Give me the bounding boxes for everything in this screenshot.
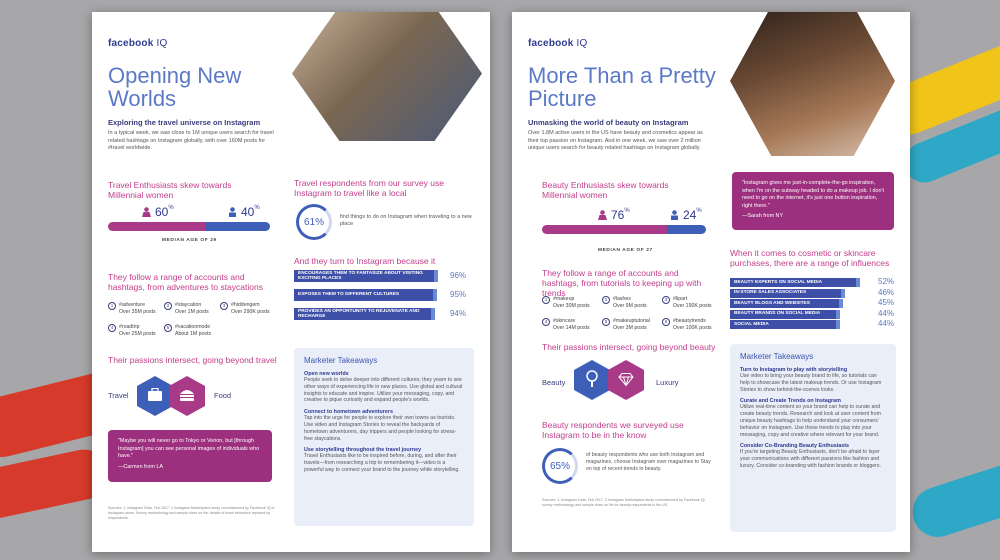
male-percent: 24% bbox=[670, 208, 702, 222]
hashtag-tag: #roadtrip bbox=[119, 324, 140, 330]
hashtag-number: 3 bbox=[662, 296, 670, 304]
takeaway-text: Use video to bring your beauty brand to life, so tutorials can help to showcase the latest makeup trends. Or use Instagram Stories to show behind-the-scenes looks. bbox=[740, 373, 882, 393]
survey-text: find things to do on Instagram when traveling to a new place bbox=[340, 214, 472, 227]
survey-heading: Beauty respondents we surveyed use Instagram to be in the know bbox=[542, 420, 684, 440]
influence-bar: BEAUTY BLOGS AND WEBSITES bbox=[730, 299, 843, 308]
hashtag-posts: About 1M posts bbox=[175, 330, 212, 337]
quote-text: "Maybe you will never go to Tokyo or Verion, but [through Instagram] you can see personal images of individuals who have." bbox=[118, 438, 260, 459]
takeaway-heading: Consider Co-Branding Beauty Enthusiasts bbox=[740, 443, 850, 450]
intro-text: In a typical week, we saw close to 1M unique users search for travel related hashtags on Instagram globally, with over 160M posts for #travel worldwide. bbox=[108, 130, 274, 151]
male-person-icon bbox=[228, 207, 237, 217]
takeaway-heading: Turn to Instagram to play with storytelling bbox=[740, 367, 848, 373]
hashtag-number: 4 bbox=[542, 318, 550, 326]
influence-percent: 46% bbox=[878, 287, 895, 297]
beauty-page bbox=[512, 12, 910, 552]
median-age: MEDIAN AGE OF 29 bbox=[162, 238, 217, 243]
quote-box bbox=[108, 430, 272, 482]
facebook-iq-logo: facebook IQ bbox=[108, 38, 168, 49]
male-segment bbox=[667, 225, 706, 234]
page-subtitle: Unmasking the world of beauty on Instagram bbox=[528, 118, 689, 127]
burger-icon bbox=[179, 388, 195, 402]
hashtag-text bbox=[673, 296, 712, 309]
hashtag-posts: Over 290K posts bbox=[231, 308, 270, 315]
takeaway-heading: Connect to hometown adventurers bbox=[304, 409, 393, 416]
hashtag-text bbox=[119, 324, 156, 337]
passions-heading: Their passions intersect, going beyond travel bbox=[108, 355, 277, 365]
hashtag-posts: Over 35M posts bbox=[119, 308, 156, 315]
accounts-heading: They follow a range of accounts and hashtags, from tutorials to keeping up with trends bbox=[542, 268, 702, 298]
influence-bar: BEAUTY BRANDS ON SOCIAL MEDIA bbox=[730, 310, 840, 319]
reason-percent: 94% bbox=[450, 309, 467, 318]
hashtag-tag: #makeup bbox=[553, 296, 575, 302]
passion-label-b: Luxury bbox=[656, 378, 679, 387]
survey-percent: 65% bbox=[549, 460, 570, 472]
hashtag-number: 4 bbox=[108, 324, 116, 332]
influence-percent: 52% bbox=[878, 277, 895, 286]
takeaways-box bbox=[294, 348, 474, 526]
influence-percent: 44% bbox=[878, 308, 895, 318]
hashtag-tag: #staycation bbox=[175, 302, 202, 308]
survey-percent: 61% bbox=[303, 216, 324, 228]
hashtag-item bbox=[108, 324, 156, 337]
hashtag-number: 5 bbox=[164, 324, 172, 332]
takeaway-text: Utilize real-time content so your brand can help to curate and create beauty trends. Research and look at user content from unique beauty hashtags to help understand your consumers' behavior on Instagram. Use those trends to play into your messaging, copy and creative where relevant for your brand. bbox=[740, 404, 882, 438]
hashtag-item bbox=[164, 302, 209, 315]
hashtag-number: 6 bbox=[662, 318, 670, 326]
hashtag-tag: #skincare bbox=[553, 318, 576, 324]
hashtag-number: 2 bbox=[164, 302, 172, 310]
female-person-icon bbox=[142, 207, 151, 217]
male-percent: 40% bbox=[228, 205, 260, 219]
takeaway-text: Travel Enthusiasts like to be inspired before, during, and after their travels—from researching a trip to remembering it—video is a powerful way to connect your brand to the journey while storytelling. bbox=[304, 453, 460, 473]
takeaways-heading: Marketer Takeaways bbox=[304, 356, 378, 365]
reason-bar: ENCOURAGES THEM TO FANTASIZE ABOUT VISITING EXCITING PLACES bbox=[294, 270, 438, 282]
takeaway-heading: Use storytelling throughout the travel journey bbox=[304, 447, 422, 454]
takeaways-heading: Marketer Takeaways bbox=[740, 352, 814, 361]
female-segment bbox=[108, 222, 205, 231]
survey-text: of beauty respondents who use both Instagram and magazines, choose Instagram over magazines to Stay on top of recent trends in beauty. bbox=[586, 452, 711, 472]
hashtag-text bbox=[175, 324, 211, 337]
skew-heading: Travel Enthusiasts skew towards Millennial women bbox=[108, 180, 232, 200]
hashtag-posts: Over 190K posts bbox=[673, 302, 712, 309]
hashtag-number: 1 bbox=[542, 296, 550, 304]
survey-heading: Travel respondents from our survey use Instagram to travel like a local bbox=[294, 178, 444, 198]
hashtag-posts: Over 9M posts bbox=[613, 302, 647, 309]
passion-label-a: Travel bbox=[108, 391, 129, 400]
quote-author: —Carmen from LA bbox=[118, 463, 163, 470]
reason-percent: 96% bbox=[450, 271, 467, 280]
hashtag-text bbox=[175, 302, 209, 315]
suitcase-icon bbox=[147, 388, 163, 402]
hashtag-number: 3 bbox=[220, 302, 228, 310]
reason-bar: PROVIDES AN OPPORTUNITY TO REJUVENATE AND RECHARGE bbox=[294, 308, 435, 320]
source-notes: Sources: 1. Instagram Data, Feb 2017. 2 Instagram Marketplace study commissioned by Facebook IQ; survey methodology and sample sizes on file for beauty respondents in the US. bbox=[542, 498, 706, 507]
hashtag-posts: Over 14M posts bbox=[553, 324, 590, 331]
hashtag-text bbox=[613, 296, 647, 309]
quote-box bbox=[732, 172, 894, 230]
takeaway-text: Tap into the urge for people to explore their own towns as tourists. Use video and Instagram Stories to reveal the backyards of hometown adventurers, day trippers and people looking for stress-free staycations. bbox=[304, 415, 457, 442]
hashtag-posts: Over 100K posts bbox=[673, 324, 712, 331]
influence-bar: SOCIAL MEDIA bbox=[730, 320, 840, 329]
hashtag-item bbox=[602, 318, 650, 331]
hashtag-number: 2 bbox=[602, 296, 610, 304]
hashtag-item bbox=[108, 302, 156, 315]
hashtag-item bbox=[662, 296, 712, 309]
female-percent: 60% bbox=[142, 205, 174, 219]
beauty-photo bbox=[730, 12, 895, 156]
travel-page bbox=[92, 12, 490, 552]
hashtag-posts: Over 25M posts bbox=[119, 330, 156, 337]
reason-percent: 95% bbox=[450, 290, 467, 299]
gender-split-bar bbox=[108, 222, 270, 231]
intro-text: Over 1.8M active users in the US have beauty and cosmetics appear as their top passion on Instagram. And in one week, we saw over 2 million unique users search for beauty related hashtags on Instagram globally. bbox=[528, 130, 703, 151]
hashtag-posts: Over 3M posts bbox=[613, 324, 647, 331]
takeaway-heading: Open new worlds bbox=[304, 371, 349, 377]
hashtag-text bbox=[553, 296, 590, 309]
passion-label-a: Beauty bbox=[542, 378, 566, 387]
hashtag-tag: #lashes bbox=[613, 296, 631, 302]
influence-bar: IN-STORE SALES ASSOCIATES bbox=[730, 289, 845, 298]
hashtag-item bbox=[542, 296, 590, 309]
takeaways-box bbox=[730, 344, 896, 532]
hashtag-item bbox=[602, 296, 647, 309]
skew-heading: Beauty Enthusiasts skew towards Millennial women bbox=[542, 180, 669, 200]
passions-heading: Their passions intersect, going beyond beauty bbox=[542, 342, 716, 352]
source-notes: Sources: 1. Instagram Data, Feb 2017. 2 Instagram Marketplace study commissioned by Facebook IQ of Instagram users. Survey methodology and sample sizes on file; details of travel behaviour reported by respondents. bbox=[108, 506, 275, 520]
hashtag-text bbox=[231, 302, 270, 315]
male-person-icon bbox=[670, 210, 679, 220]
travel-photo bbox=[292, 12, 482, 141]
takeaway-text: If you're targeting Beauty Enthusiasts, don't be afraid to layer your communications with different passions like fashion and luxury. Consider co-branding with fashion brands or bloggers. bbox=[740, 449, 881, 469]
takeaway-text: People seek to delve deeper into different cultures; they yearn to see other ways of experiencing life in new places. Use global and cultural insights to educate and inspire. Utilize your messaging, copy, and creative to pique curiosity and expand people's worlds. bbox=[304, 377, 463, 404]
gender-split-bar bbox=[542, 225, 706, 234]
hashtag-tag: #makeuptutorial bbox=[613, 318, 650, 324]
hashtag-item bbox=[542, 318, 590, 331]
female-person-icon bbox=[598, 210, 607, 220]
influence-heading: When it comes to cosmetic or skincare purchases, there are a range of influences bbox=[730, 248, 890, 268]
hashtag-text bbox=[673, 318, 712, 331]
hashtag-item bbox=[220, 302, 270, 315]
passion-label-b: Food bbox=[214, 391, 232, 400]
influence-percent: 44% bbox=[878, 319, 895, 328]
hand-mirror-icon bbox=[585, 370, 599, 388]
survey-percent-ring bbox=[296, 204, 332, 240]
male-segment bbox=[205, 222, 270, 231]
hashtag-text bbox=[613, 318, 650, 331]
hashtag-item bbox=[662, 318, 712, 331]
hashtag-posts: Over 1M posts bbox=[175, 308, 209, 315]
influence-bar: BEAUTY EXPERTS ON SOCIAL MEDIA bbox=[730, 278, 860, 287]
hashtag-tag: #adventure bbox=[119, 302, 145, 308]
quote-author: —Sarah from NY bbox=[742, 213, 784, 219]
hashtag-text bbox=[119, 302, 156, 315]
takeaway-heading: Curate and Create Trends on Instagram bbox=[740, 398, 841, 405]
hashtag-tag: #hiddengem bbox=[231, 302, 260, 308]
hashtag-number: 5 bbox=[602, 318, 610, 326]
because-heading: And they turn to Instagram because it bbox=[294, 256, 436, 266]
hashtag-tag: #beautytrends bbox=[673, 318, 706, 324]
diamond-icon bbox=[618, 373, 634, 386]
page-subtitle: Exploring the travel universe on Instagram bbox=[108, 118, 261, 127]
female-percent: 76% bbox=[598, 208, 630, 222]
influence-percent: 45% bbox=[878, 298, 895, 307]
hashtag-tag: #lipart bbox=[673, 296, 688, 302]
blue-brush-stroke-2 bbox=[906, 447, 1000, 544]
page-title: Opening New Worlds bbox=[108, 63, 242, 111]
hashtag-posts: Over 30M posts bbox=[553, 302, 590, 309]
facebook-iq-logo: facebook IQ bbox=[528, 38, 588, 49]
hashtag-item bbox=[164, 324, 211, 337]
hashtag-tag: #vacationmode bbox=[175, 324, 211, 330]
female-segment bbox=[542, 225, 667, 234]
median-age: MEDIAN AGE OF 27 bbox=[598, 248, 653, 253]
page-title: More Than a Pretty Picture bbox=[528, 63, 716, 111]
hashtag-text bbox=[553, 318, 590, 331]
hashtag-number: 1 bbox=[108, 302, 116, 310]
reason-bar: EXPOSES THEM TO DIFFERENT CULTURES bbox=[294, 289, 437, 301]
accounts-heading: They follow a range of accounts and hashtags, from adventures to staycations bbox=[108, 272, 263, 292]
quote-text: "Instagram gives me just-in-complete-the-go inspiration, when I'm on the subway headed to do a makeup job. I don't need to go on the internet, it's just one button inspiration, right there." bbox=[742, 180, 885, 209]
survey-percent-ring bbox=[542, 448, 578, 484]
